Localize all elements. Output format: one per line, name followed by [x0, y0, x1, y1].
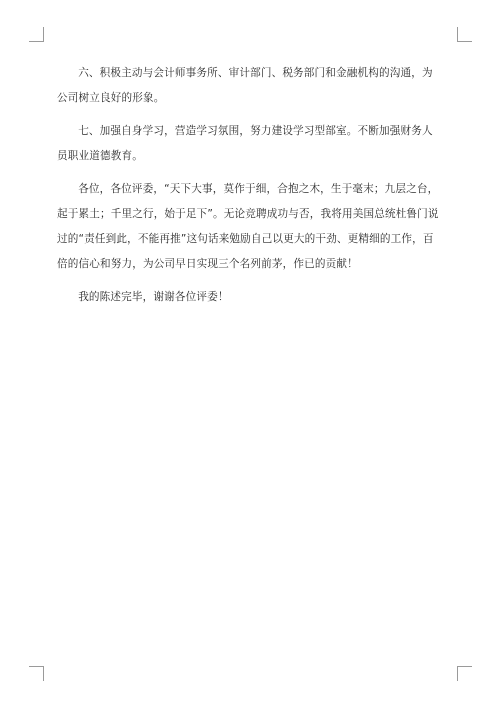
paragraph-self-learning: 七、加强自身学习，营造学习氛围，努力建设学习型部室。不断加强财务人员职业道德教育。	[57, 125, 433, 162]
corner-mark-bottom-right	[457, 666, 472, 681]
corner-mark-top-right	[457, 27, 472, 42]
corner-mark-bottom-left	[29, 666, 44, 681]
document-body	[57, 61, 443, 318]
paragraph-thanks: 我的陈述完毕，谢谢各位评委！	[78, 291, 229, 303]
paragraph-closing-quote: 各位，各位评委，“天下大事，莫作于细，合抱之木，生于毫末；九层之台，起于累土；千里之行，始于足下”。无论竞聘成功与否，我将用美国总统杜鲁门说过的“责任到此，不能再推”这句话来勉励自己以更大的干劲、更精细的工作，百倍的信心和努力，为公司早日实现三个名列前茅，作已的贡献！	[57, 183, 439, 270]
paragraph-communication: 六、积极主动与会计师事务所、审计部门、税务部门和金融机构的沟通，为公司树立良好的形象。	[57, 67, 433, 104]
corner-mark-top-left	[29, 27, 44, 42]
